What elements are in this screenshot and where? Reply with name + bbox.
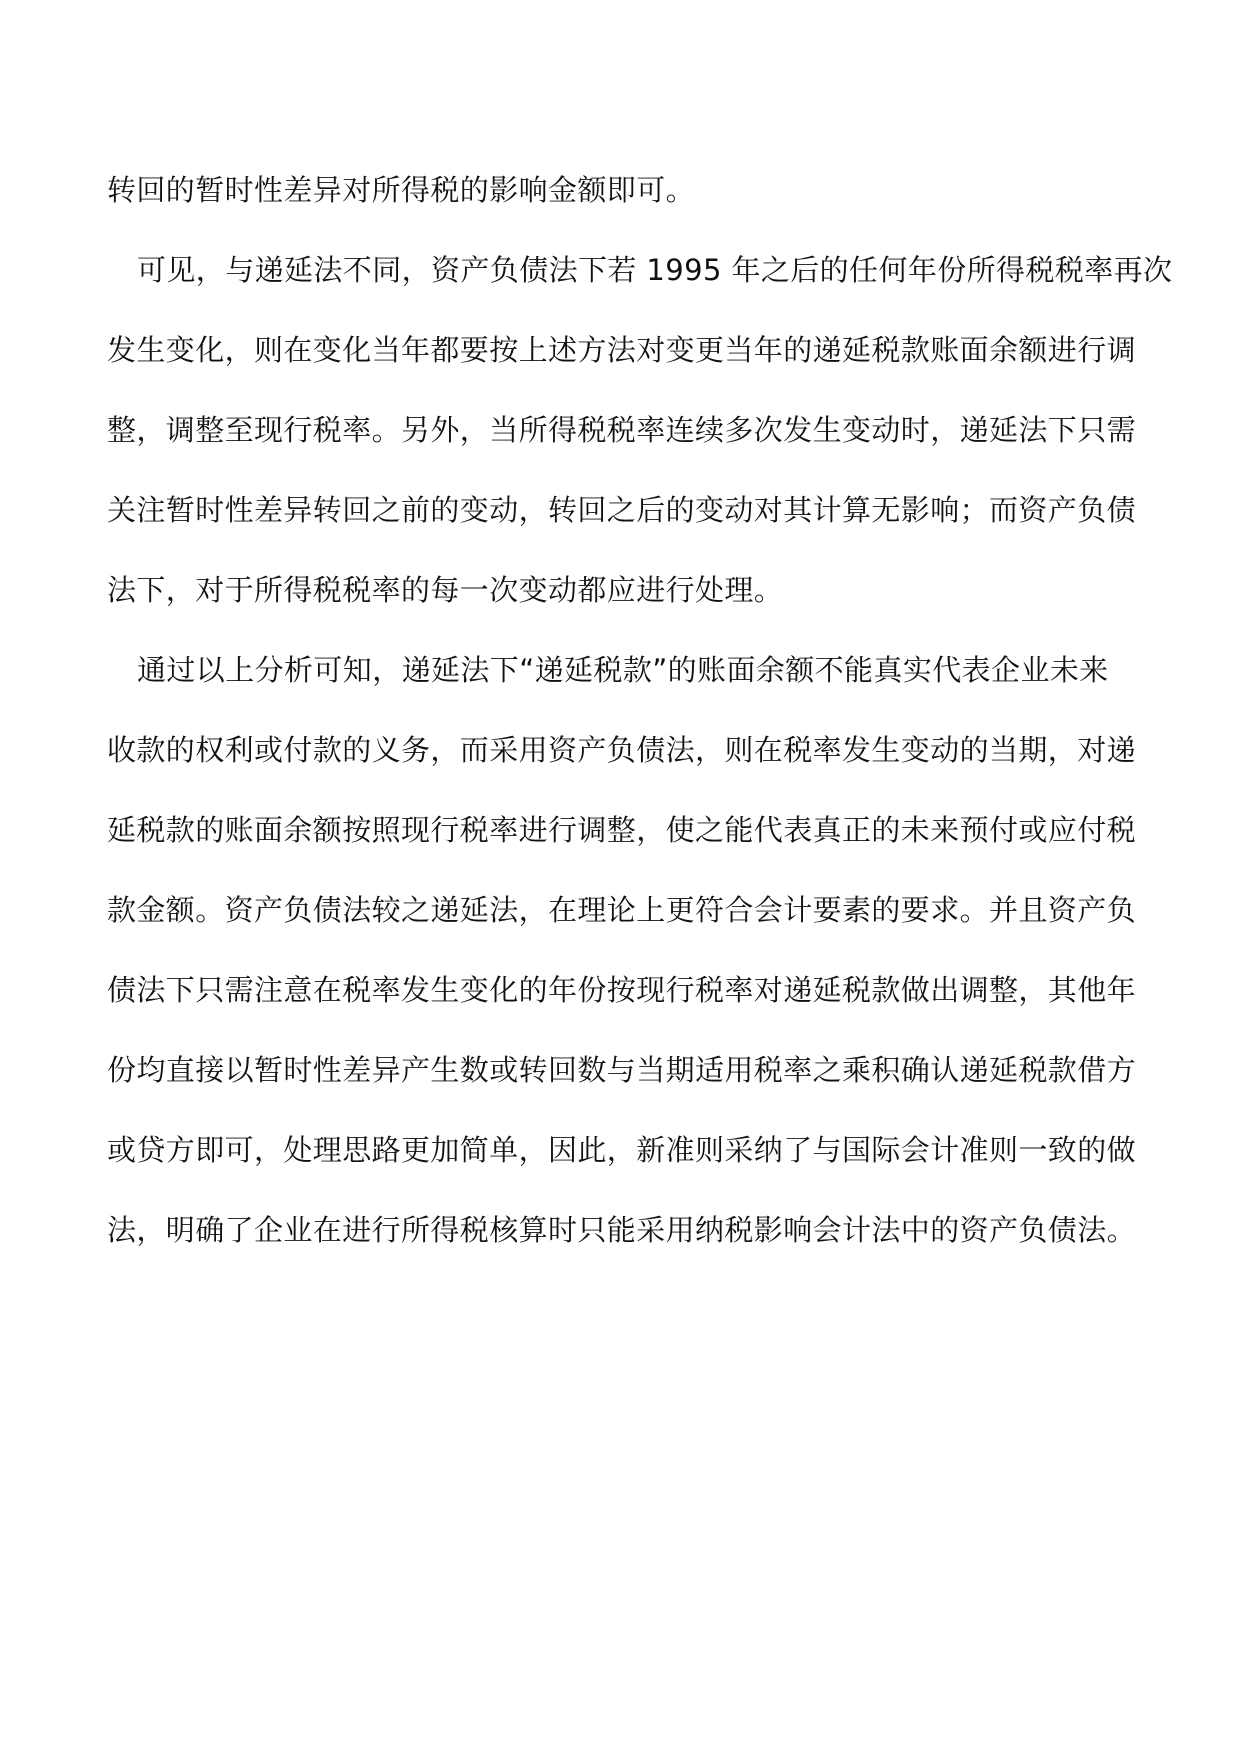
text-line: 收款的权利或付款的义务，而采用资产负债法，则在税率发生变动的当期，对递 <box>107 733 1137 767</box>
text-line: 或贷方即可，处理思路更加简单，因此，新准则采纳了与国际会计准则一致的做 <box>107 1133 1137 1167</box>
paragraph-start-line: 通过以上分析可知，递延法下“递延税款”的账面余额不能真实代表企业未来 <box>137 653 1109 687</box>
text-line: 关注暂时性差异转回之前的变动，转回之后的变动对其计算无影响；而资产负债 <box>107 493 1137 527</box>
text-line: 款金额。资产负债法较之递延法，在理论上更符合会计要素的要求。并且资产负 <box>107 893 1137 927</box>
text-line: 发生变化，则在变化当年都要按上述方法对变更当年的递延税款账面余额进行调 <box>107 333 1137 367</box>
body-text <box>107 160 1173 1280</box>
text-line: 整，调整至现行税率。另外，当所得税税率连续多次发生变动时，递延法下只需 <box>107 413 1137 447</box>
text-line: 法下，对于所得税税率的每一次变动都应进行处理。 <box>107 573 784 607</box>
text-line: 法，明确了企业在进行所得税核算时只能采用纳税影响会计法中的资产负债法。 <box>107 1213 1137 1247</box>
text-line: 转回的暂时性差异对所得税的影响金额即可。 <box>107 173 696 207</box>
text-line: 延税款的账面余额按照现行税率进行调整，使之能代表真正的未来预付或应付税 <box>107 813 1137 847</box>
paragraph-start-line: 可见，与递延法不同，资产负债法下若 1995 年之后的任何年份所得税税率再次 <box>137 253 1173 287</box>
text-line: 债法下只需注意在税率发生变化的年份按现行税率对递延税款做出调整，其他年 <box>107 973 1137 1007</box>
text-line: 份均直接以暂时性差异产生数或转回数与当期适用税率之乘积确认递延税款借方 <box>107 1053 1137 1087</box>
